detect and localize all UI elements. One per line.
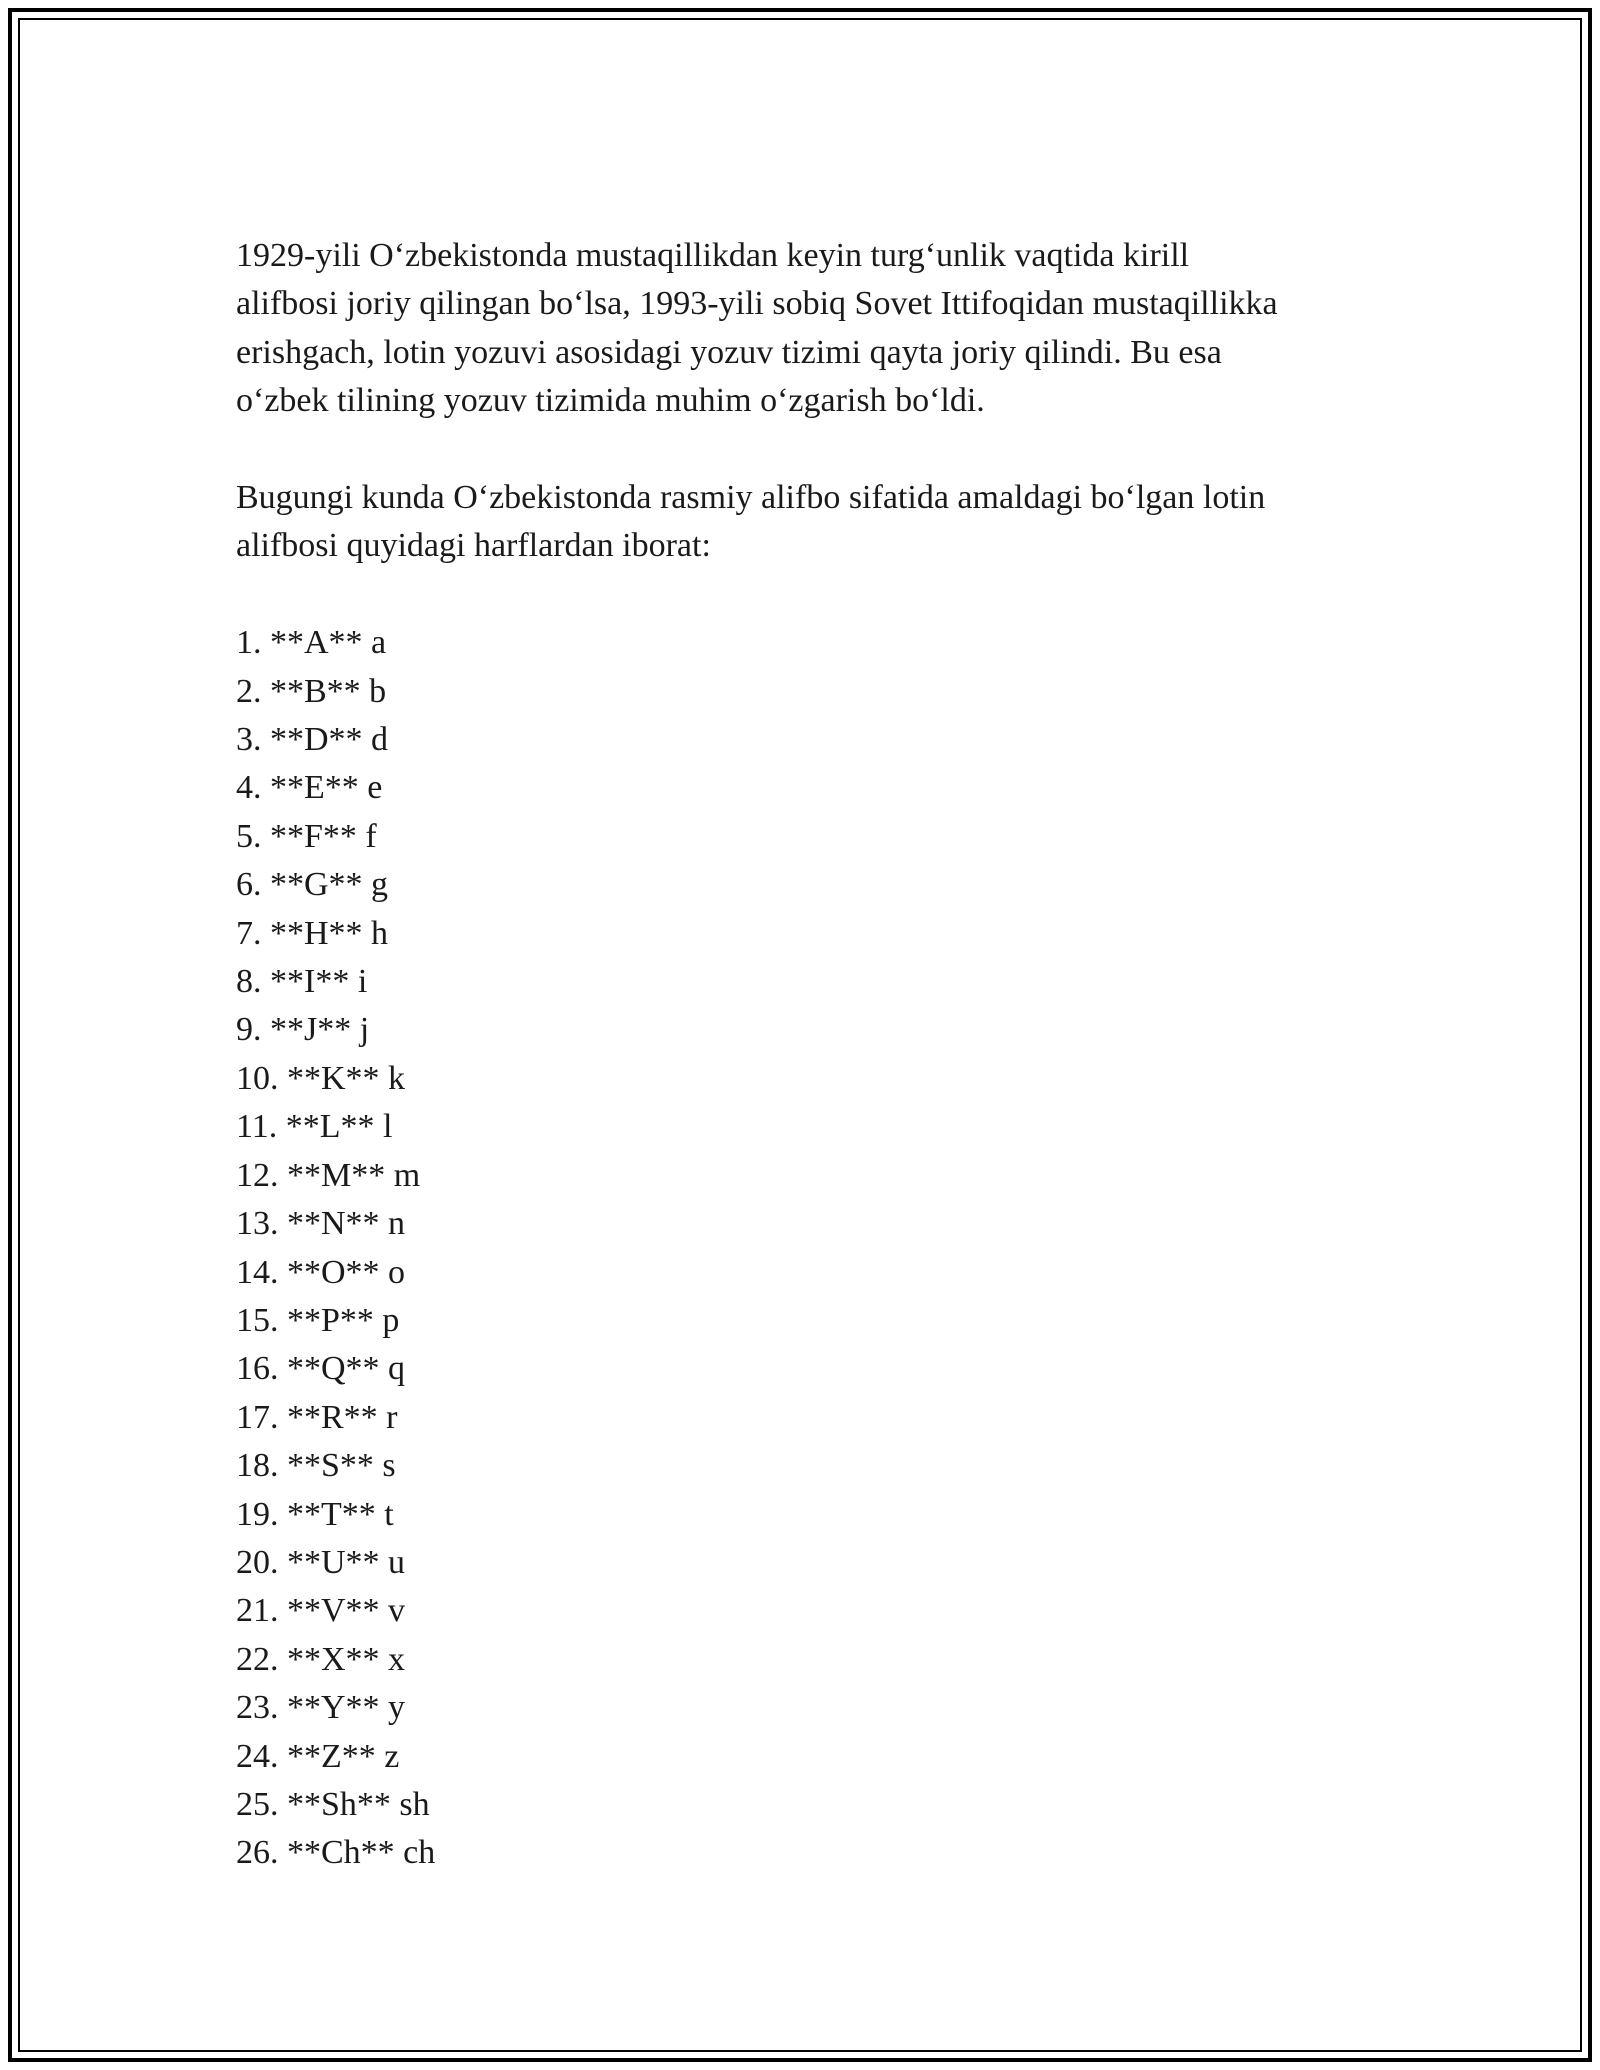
list-item: 23. **Y** y xyxy=(236,1689,406,1727)
alphabet-intro-paragraph xyxy=(236,474,1396,571)
paragraph-line: erishgach, lotin yozuvi asosidagi yozuv tizimi qayta joriy qilindi. Bu esa xyxy=(236,333,1222,371)
list-item: 24. **Z** z xyxy=(236,1737,400,1775)
paragraph-line: alifbosi quyidagi harflardan iborat: xyxy=(236,527,711,565)
list-item: 12. **M** m xyxy=(236,1156,421,1194)
list-item: 6. **G** g xyxy=(236,866,389,904)
document-body xyxy=(236,232,1396,1878)
paragraph-line: Bugungi kunda O‘zbekistonda rasmiy alifbo sifatida amaldagi bo‘lgan lotin xyxy=(236,479,1266,517)
paragraph-line: alifbosi joriy qilingan bo‘lsa, 1993-yili sobiq Sovet Ittifoqidan mustaqillikka xyxy=(236,285,1278,323)
list-item: 2. **B** b xyxy=(236,672,387,710)
list-item: 20. **U** u xyxy=(236,1543,406,1581)
list-item: 17. **R** r xyxy=(236,1398,398,1436)
list-item: 4. **E** e xyxy=(236,769,383,807)
list-item: 25. **Sh** sh xyxy=(236,1785,430,1823)
list-item: 7. **H** h xyxy=(236,914,389,952)
list-item: 26. **Ch** ch xyxy=(236,1834,436,1872)
list-item: 21. **V** v xyxy=(236,1592,406,1630)
list-item: 10. **K** k xyxy=(236,1059,406,1097)
list-item: 13. **N** n xyxy=(236,1205,406,1243)
intro-paragraph xyxy=(236,232,1396,426)
list-item: 22. **X** x xyxy=(236,1640,406,1678)
list-item: 8. **I** i xyxy=(236,963,368,1001)
list-item: 18. **S** s xyxy=(236,1447,396,1485)
list-item: 15. **P** p xyxy=(236,1301,400,1339)
paragraph-line: 1929-yili O‘zbekistonda mustaqillikdan keyin turg‘unlik vaqtida kirill xyxy=(236,237,1190,274)
alphabet-list xyxy=(236,619,1396,1878)
list-item: 16. **Q** q xyxy=(236,1350,406,1388)
list-item: 3. **D** d xyxy=(236,721,389,759)
list-item: 5. **F** f xyxy=(236,817,377,855)
list-item: 14. **O** o xyxy=(236,1253,406,1291)
list-item: 9. **J** j xyxy=(236,1011,370,1049)
list-item: 1. **A** a xyxy=(236,624,387,662)
list-item: 19. **T** t xyxy=(236,1495,394,1533)
paragraph-line: o‘zbek tilining yozuv tizimida muhim o‘zgarish bo‘ldi. xyxy=(236,382,985,420)
list-item: 11. **L** l xyxy=(236,1108,393,1146)
